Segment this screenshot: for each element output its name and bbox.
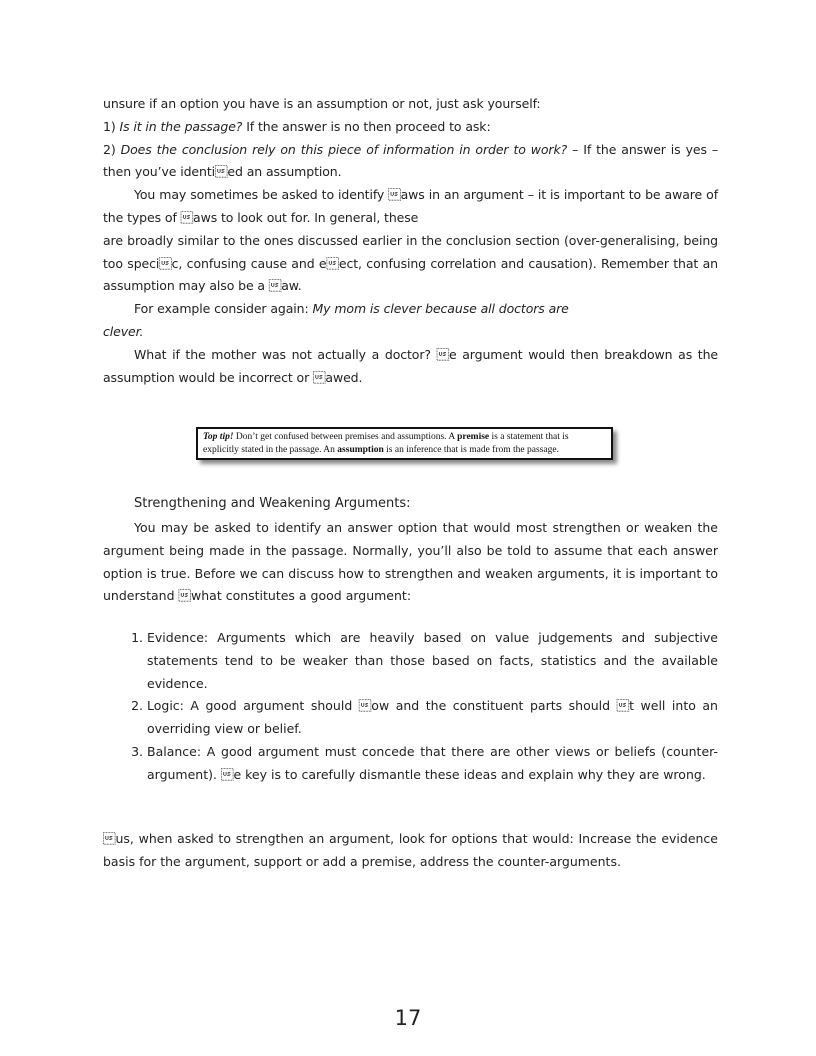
- paragraph-example-cont: [103, 321, 718, 344]
- list-number: 1.: [131, 630, 143, 645]
- list-text: A good argument should ow and the constituent parts should t well into an overriding view or belief.: [147, 698, 718, 737]
- top-tip-box: [196, 427, 613, 460]
- paragraph-flaws: You may sometimes be asked to identify aws in an argument – it is important to be aware of the types of aws to look out for. In general, these: [103, 187, 718, 225]
- list-label: Evidence: [147, 630, 204, 645]
- paragraph-flaws-cont: are broadly similar to the ones discussed earlier in the conclusion section (over-generalising, being too speci c, confusing cause and e ect, confusing correlation and causation). Remember that an assumption may also be a aw.: [103, 232, 718, 294]
- list-text: : Arguments which are heavily based on value judgements and subjective statements tend to be weaker than those based on facts, statistics and the available evidence.: [147, 630, 718, 691]
- list-item: [103, 741, 718, 787]
- paragraph-intro: unsure if an option you have is an assumption or not, just ask yourself:: [103, 96, 541, 111]
- question-2: [103, 139, 718, 185]
- example-italic: My mom is clever because all doctors are: [312, 301, 569, 317]
- tip-label: Top tip!: [203, 432, 234, 442]
- criteria-list: [103, 627, 718, 787]
- paragraph-mother: What if the mother was not actually a doctor? e argument would then breakdown as the assumption would be incorrect or awed.: [103, 346, 718, 385]
- tip-assumption: assumption: [337, 444, 384, 455]
- main-text-block: [103, 93, 718, 389]
- list-label: Balance: [147, 743, 197, 759]
- q1-rest: If the answer is no then proceed to ask:: [242, 118, 491, 134]
- tip-part2: is a statement that is explicitly stated in the passage. An: [203, 432, 569, 455]
- paragraph-thus: us, when asked to strengthen an argument, look for options that would: Increase the evidence basis for the argument, support or add a premise, address the counter-arguments.: [103, 831, 718, 869]
- list-body: [147, 627, 718, 695]
- q1-prefix: 1): [103, 118, 120, 134]
- list-item: [103, 695, 718, 741]
- list-body: [147, 695, 718, 741]
- example-italic-cont: clever.: [103, 323, 144, 339]
- page-number: 17: [394, 1006, 422, 1030]
- list-label: Logic:: [147, 698, 184, 714]
- example-prefix: For example consider again:: [134, 301, 313, 317]
- section-strengthening: [103, 517, 718, 608]
- list-number: 2.: [131, 698, 143, 714]
- question-1: [103, 116, 718, 139]
- tip-part3: is an inference that is made from the passage.: [383, 444, 559, 455]
- section-heading: Strengthening and Weakening Arguments:: [134, 496, 411, 511]
- section-conclusion: [103, 828, 718, 874]
- tip-premise: premise: [457, 432, 490, 442]
- list-body: [147, 741, 718, 787]
- list-text: : A good argument must concede that there are other views or beliefs (counter-argument). e key is to carefully dismantle these ideas and explain why they are wrong.: [147, 743, 718, 782]
- paragraph-strengthen: You may be asked to identify an answer option that would most strengthen or weaken the argument being made in the passage. Normally, you’ll also be told to assume that each answer option is true. Before we can discuss how to strengthen and weaken arguments, it is important to understand what constitutes a good argument:: [103, 520, 718, 604]
- q2-italic: Does the conclusion rely on this piece of information in order to work?: [120, 141, 568, 157]
- tip-part1: Don’t get confused between premises and assumptions. A: [233, 432, 458, 442]
- paragraph-example: [103, 298, 718, 321]
- list-number: 3.: [131, 743, 143, 759]
- list-item: [103, 627, 718, 695]
- q2-prefix: 2): [103, 141, 121, 157]
- q2-rest: – If the answer is yes – then you’ve identi ed an assumption.: [103, 141, 718, 180]
- q1-italic: Is it in the passage?: [119, 118, 243, 134]
